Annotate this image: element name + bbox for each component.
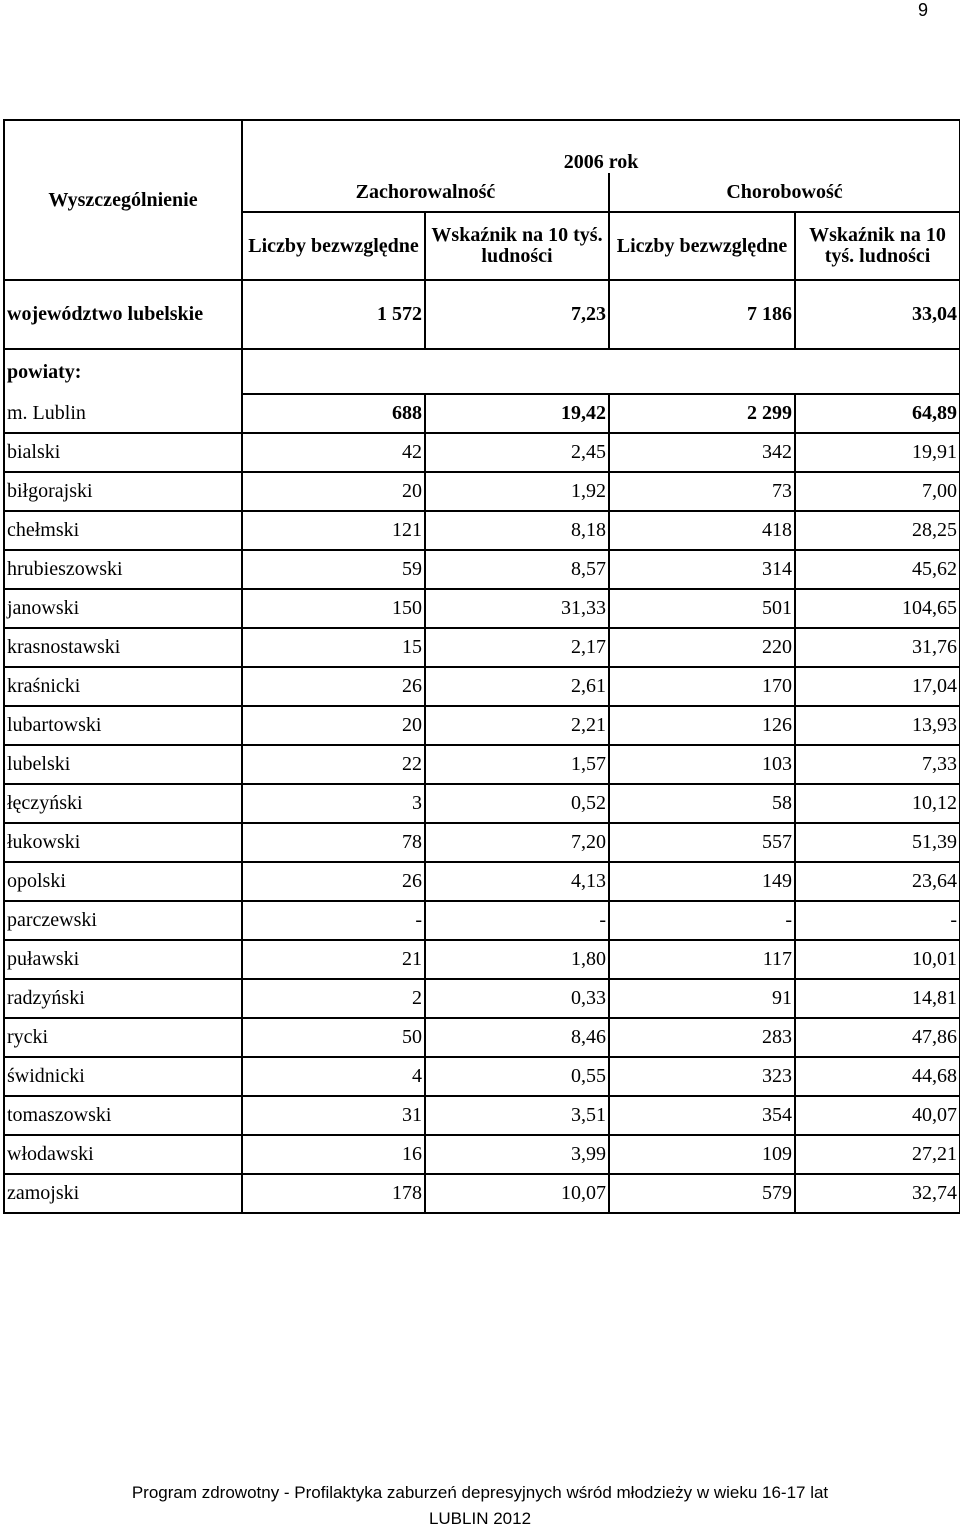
cell-value: 19,91 [795, 433, 960, 472]
table-row [4, 901, 960, 940]
cell-value: 58 [609, 784, 795, 823]
cell-value: 8,57 [425, 550, 609, 589]
cell-value: 50 [242, 1018, 425, 1057]
powiaty-label: powiaty: [4, 349, 242, 394]
cell-value: - [609, 901, 795, 940]
cell-value: 4,13 [425, 862, 609, 901]
cell-value: 323 [609, 1057, 795, 1096]
cell-value: 220 [609, 628, 795, 667]
cell-value: - [242, 901, 425, 940]
cell-value: 2,61 [425, 667, 609, 706]
cell-value: 13,93 [795, 706, 960, 745]
table-row [4, 550, 960, 589]
row-name: radzyński [4, 979, 242, 1018]
cell-value: 20 [242, 706, 425, 745]
row-name: włodawski [4, 1135, 242, 1174]
table-row [4, 1018, 960, 1057]
cell-value: 7 186 [609, 280, 795, 349]
cell-value: 31,33 [425, 589, 609, 628]
row-name: świdnicki [4, 1057, 242, 1096]
cell-value: 2,17 [425, 628, 609, 667]
row-name: kraśnicki [4, 667, 242, 706]
row-name: parczewski [4, 901, 242, 940]
row-name: biłgorajski [4, 472, 242, 511]
cell-value: 150 [242, 589, 425, 628]
header-sub-absolute-1: Liczby bezwzględne [242, 212, 425, 280]
cell-value: 501 [609, 589, 795, 628]
cell-value: 22 [242, 745, 425, 784]
table-row-total [4, 280, 960, 349]
header-wyszczegolnienie: Wyszczególnienie [4, 120, 242, 280]
cell-value: - [795, 901, 960, 940]
cell-value: 4 [242, 1057, 425, 1096]
cell-value: 73 [609, 472, 795, 511]
morbidity-table [3, 119, 960, 1214]
cell-value: 27,21 [795, 1135, 960, 1174]
table-row [4, 823, 960, 862]
row-name: chełmski [4, 511, 242, 550]
cell-value: 314 [609, 550, 795, 589]
row-name: hrubieszowski [4, 550, 242, 589]
cell-value: 31 [242, 1096, 425, 1135]
table-row [4, 628, 960, 667]
table-row [4, 745, 960, 784]
cell-value: 2,21 [425, 706, 609, 745]
cell-value: 10,12 [795, 784, 960, 823]
table-row [4, 706, 960, 745]
cell-value: 117 [609, 940, 795, 979]
cell-value: 19,42 [425, 394, 609, 433]
cell-value: 23,64 [795, 862, 960, 901]
cell-value: 26 [242, 667, 425, 706]
cell-value: 0,33 [425, 979, 609, 1018]
cell-value: 1 572 [242, 280, 425, 349]
header-sub-rate-1: Wskaźnik na 10 tyś. ludności [425, 212, 609, 280]
cell-value: 7,20 [425, 823, 609, 862]
cell-value: 91 [609, 979, 795, 1018]
table-row-powiaty [4, 349, 960, 394]
cell-value: 557 [609, 823, 795, 862]
header-sub-rate-2: Wskaźnik na 10 tyś. ludności [795, 212, 960, 280]
table-row [4, 472, 960, 511]
cell-value: 64,89 [795, 394, 960, 433]
row-name: opolski [4, 862, 242, 901]
cell-value: 78 [242, 823, 425, 862]
table-row [4, 862, 960, 901]
cell-value: 33,04 [795, 280, 960, 349]
table-row [4, 979, 960, 1018]
table-row [4, 1057, 960, 1096]
cell-value: 354 [609, 1096, 795, 1135]
row-name: tomaszowski [4, 1096, 242, 1135]
cell-value: 342 [609, 433, 795, 472]
cell-value: 28,25 [795, 511, 960, 550]
cell-value: 126 [609, 706, 795, 745]
header-zachorowalnosc: Zachorowalność [242, 173, 609, 212]
table-row [4, 1174, 960, 1213]
cell-value: 59 [242, 550, 425, 589]
footer-city-year: LUBLIN 2012 [428, 1509, 532, 1528]
cell-value: 3,51 [425, 1096, 609, 1135]
cell-value: 688 [242, 394, 425, 433]
cell-value: 7,23 [425, 280, 609, 349]
cell-value: 47,86 [795, 1018, 960, 1057]
row-name: lubelski [4, 745, 242, 784]
row-name: janowski [4, 589, 242, 628]
table-row [4, 433, 960, 472]
footer-program-title: Program zdrowotny - Profilaktyka zaburzeń depresyjnych wśród młodzieży w wieku 16-17 lat [131, 1483, 829, 1502]
cell-value: 1,57 [425, 745, 609, 784]
cell-value: 104,65 [795, 589, 960, 628]
cell-value: 15 [242, 628, 425, 667]
table-row [4, 1096, 960, 1135]
cell-value: 42 [242, 433, 425, 472]
table-row [4, 784, 960, 823]
table-row [4, 667, 960, 706]
cell-value: 1,92 [425, 472, 609, 511]
cell-value: 121 [242, 511, 425, 550]
table-row [4, 589, 960, 628]
cell-value: 2 299 [609, 394, 795, 433]
row-name: łęczyński [4, 784, 242, 823]
cell-value: 2,45 [425, 433, 609, 472]
cell-value: 178 [242, 1174, 425, 1213]
table-row [4, 940, 960, 979]
cell-value: 7,33 [795, 745, 960, 784]
cell-value: 579 [609, 1174, 795, 1213]
cell-value: 1,80 [425, 940, 609, 979]
cell-value: 14,81 [795, 979, 960, 1018]
empty-cell [242, 349, 960, 394]
cell-value: 3 [242, 784, 425, 823]
cell-value: 51,39 [795, 823, 960, 862]
table-row [4, 1135, 960, 1174]
table-row [4, 394, 960, 433]
cell-value: 283 [609, 1018, 795, 1057]
cell-value: 2 [242, 979, 425, 1018]
row-name: m. Lublin [4, 394, 242, 433]
cell-value: 109 [609, 1135, 795, 1174]
cell-value: 20 [242, 472, 425, 511]
cell-value: 21 [242, 940, 425, 979]
cell-value: 45,62 [795, 550, 960, 589]
row-name: krasnostawski [4, 628, 242, 667]
row-name: województwo lubelskie [4, 280, 242, 349]
cell-value: 40,07 [795, 1096, 960, 1135]
cell-value: 26 [242, 862, 425, 901]
cell-value: 3,99 [425, 1135, 609, 1174]
cell-value: 31,76 [795, 628, 960, 667]
cell-value: - [425, 901, 609, 940]
cell-value: 7,00 [795, 472, 960, 511]
row-name: zamojski [4, 1174, 242, 1213]
cell-value: 170 [609, 667, 795, 706]
table-row [4, 511, 960, 550]
cell-value: 149 [609, 862, 795, 901]
header-year: 2006 rok [242, 120, 960, 173]
row-name: rycki [4, 1018, 242, 1057]
cell-value: 16 [242, 1135, 425, 1174]
cell-value: 103 [609, 745, 795, 784]
cell-value: 44,68 [795, 1057, 960, 1096]
row-name: łukowski [4, 823, 242, 862]
header-sub-absolute-2: Liczby bezwzględne [609, 212, 795, 280]
cell-value: 8,46 [425, 1018, 609, 1057]
row-name: puławski [4, 940, 242, 979]
cell-value: 10,07 [425, 1174, 609, 1213]
row-name: lubartowski [4, 706, 242, 745]
cell-value: 418 [609, 511, 795, 550]
cell-value: 8,18 [425, 511, 609, 550]
row-name: bialski [4, 433, 242, 472]
page-number: 9 [917, 0, 928, 20]
cell-value: 10,01 [795, 940, 960, 979]
cell-value: 17,04 [795, 667, 960, 706]
cell-value: 0,52 [425, 784, 609, 823]
header-chorobowosc: Chorobowość [609, 173, 960, 212]
cell-value: 32,74 [795, 1174, 960, 1213]
cell-value: 0,55 [425, 1057, 609, 1096]
